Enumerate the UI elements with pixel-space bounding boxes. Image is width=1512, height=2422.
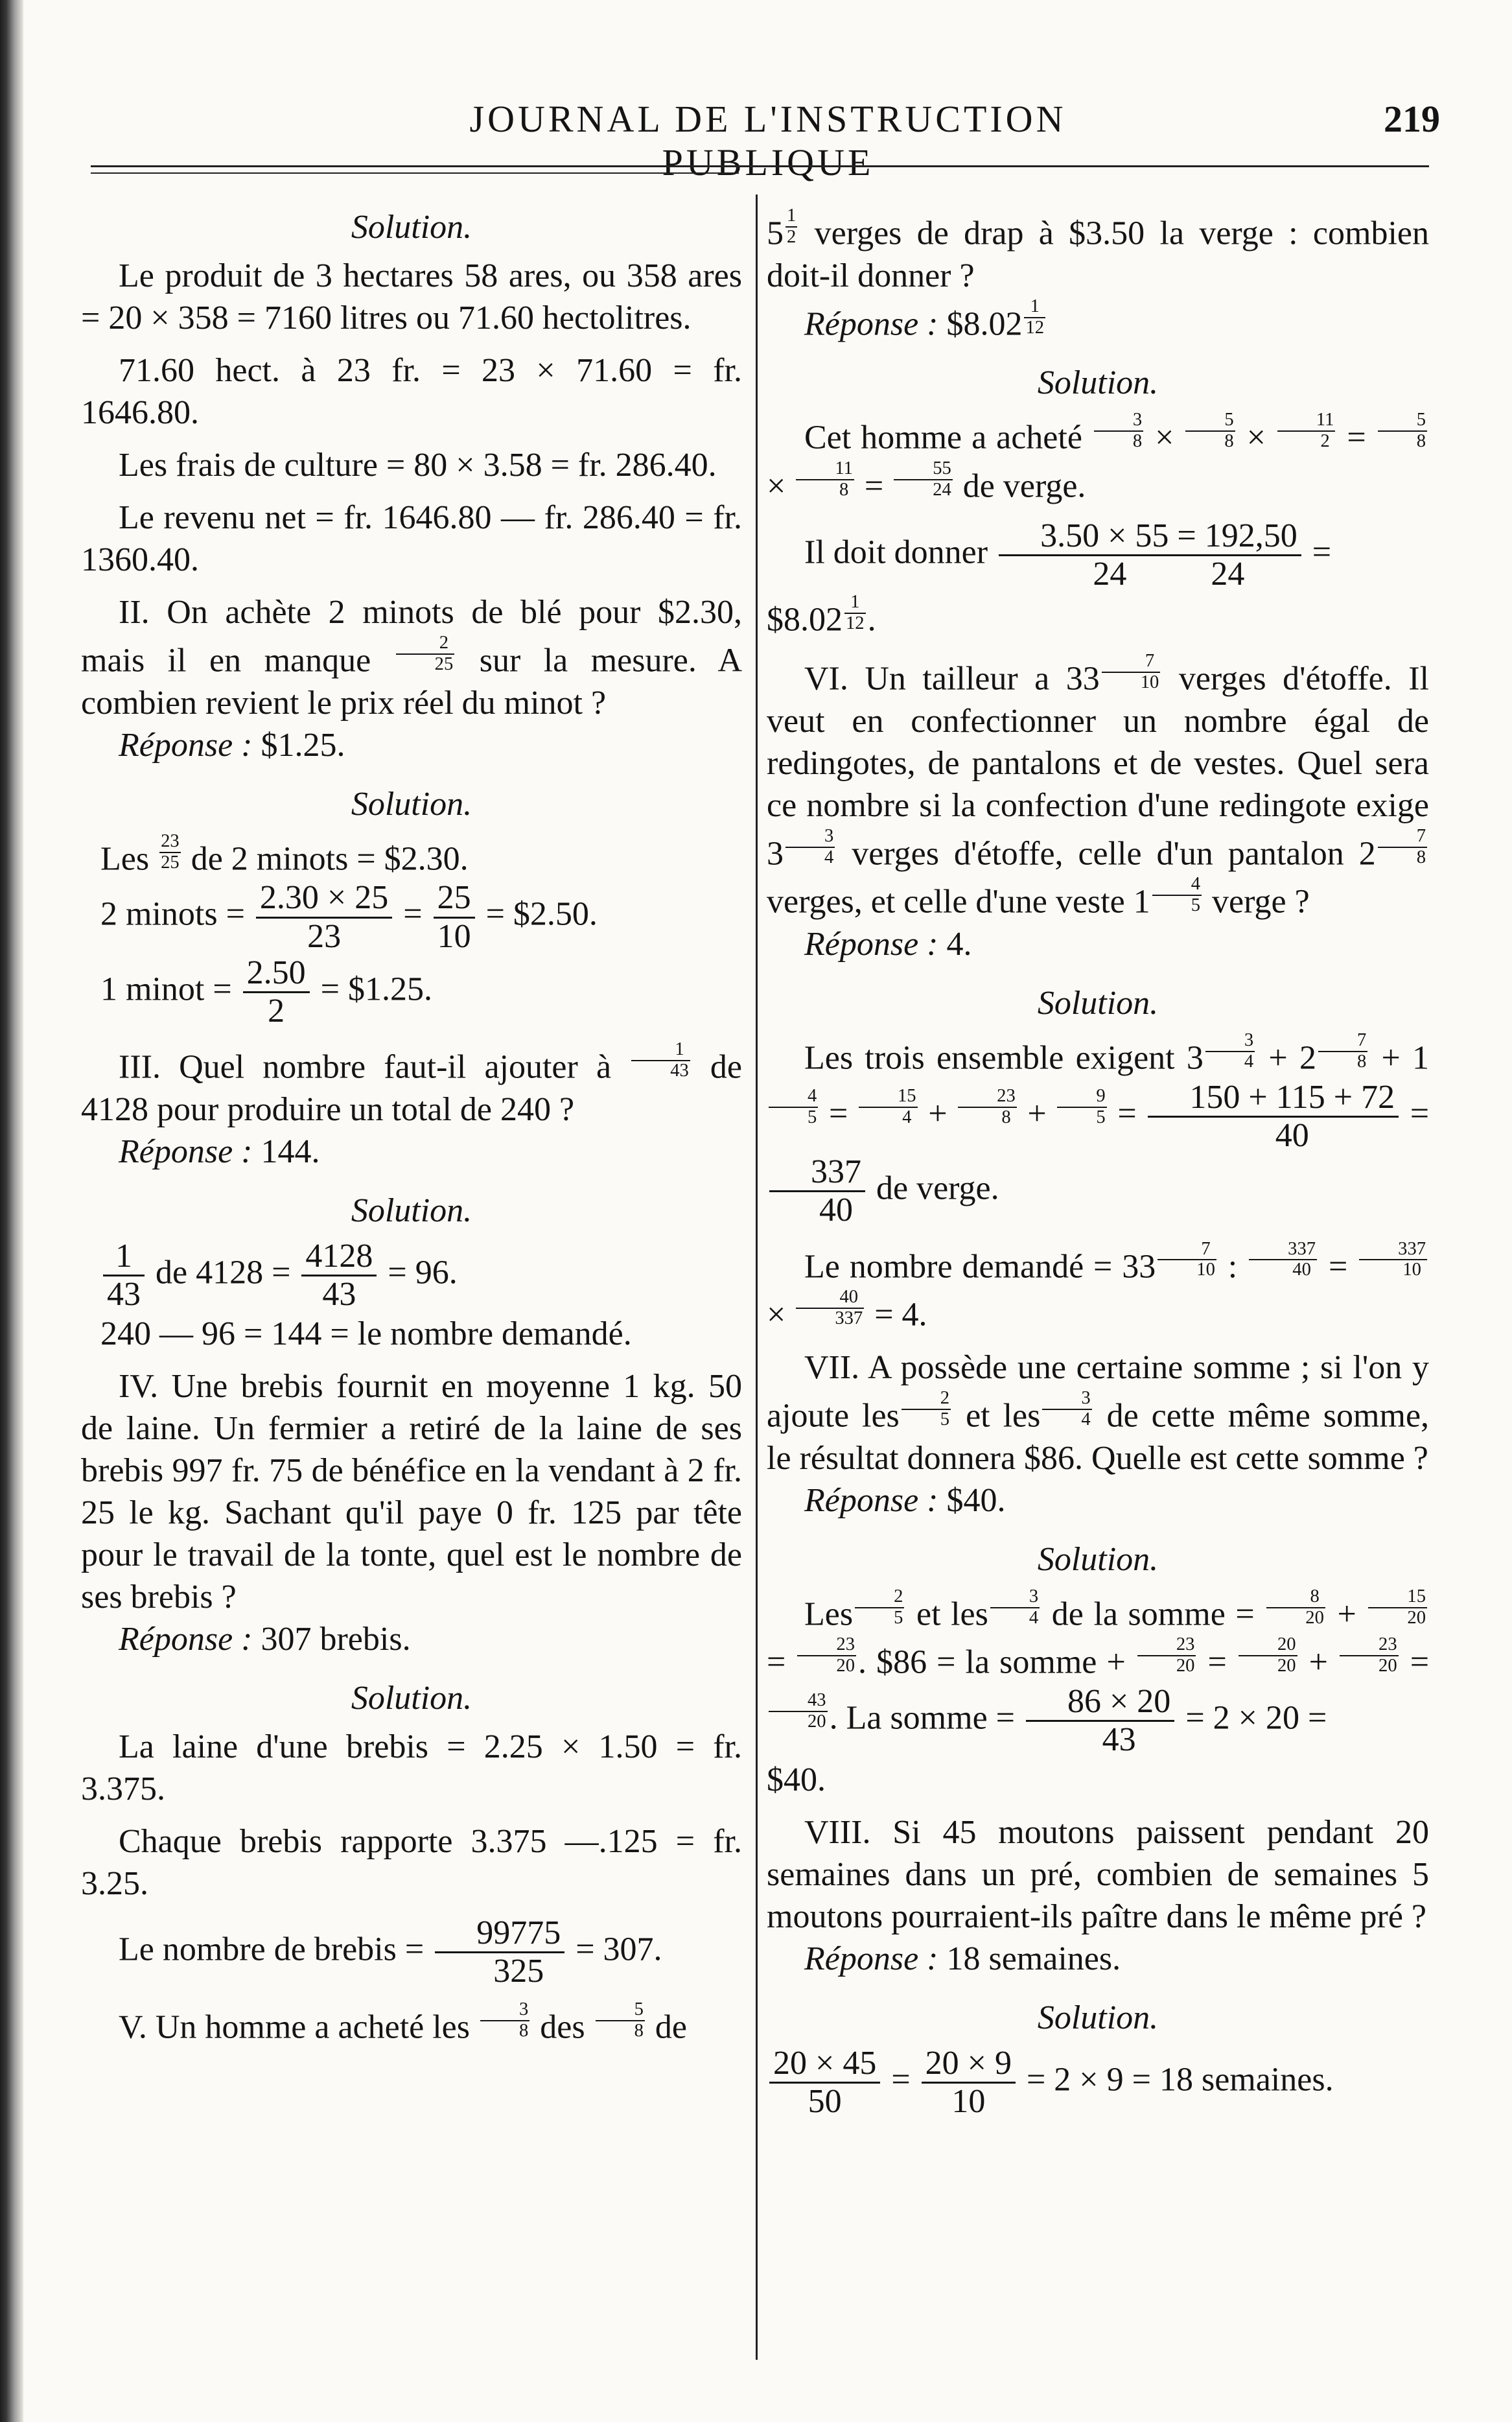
page-number: 219 bbox=[1384, 98, 1440, 140]
equation: Les trois ensemble exigent 3 $\frac{3}{4}$ + 2 $\frac{7}{8}$ + 1 $\frac{4}{5}$ = $\frac{15}{4}$ + $\frac{23}{8}$ + $\frac{9}{5}$ = $\frac{150 + 115 + 72}{40}$ = $\frac{337}{40}$ de verge. bbox=[767, 1031, 1429, 1229]
fraction: $\frac{23}{20}$ bbox=[1137, 1635, 1196, 1676]
fraction: $\frac{5}{8}$ bbox=[1185, 410, 1235, 452]
right-column bbox=[767, 206, 1429, 2120]
left-column bbox=[81, 206, 742, 2049]
fraction: $\frac{1}{12}$ bbox=[1025, 296, 1045, 338]
fraction: $\frac{337}{10}$ bbox=[1359, 1240, 1427, 1281]
header-rule bbox=[91, 165, 1429, 167]
answer: Réponse : $8.02 $\frac{1}{12}$ bbox=[804, 296, 1045, 343]
fraction: $\frac{2.30 \times 25}{23}$ bbox=[256, 880, 392, 954]
paragraph: 71.60 hect. à 23 fr. = 23 × 71.60 = fr. 1646.80. bbox=[81, 352, 742, 431]
fraction: $\frac{23}{20}$ bbox=[797, 1635, 856, 1676]
header-rule-double bbox=[91, 172, 739, 174]
answer: Réponse : 4. bbox=[804, 926, 972, 963]
fraction: $\frac{150 + 115 + 72}{40}$ bbox=[1148, 1079, 1399, 1154]
problem-5-continued: 5 $\frac{1}{2}$ verges de drap à $3.50 la verge : combien doit-il donner ? bbox=[767, 206, 1429, 294]
fraction: $\frac{99775}{325}$ bbox=[435, 1915, 564, 1990]
equation: Le nombre demandé = 33 $\frac{7}{10}$ : $\frac{337}{40}$ = $\frac{337}{10}$ × $\frac{40}{337}$ = 4. bbox=[767, 1238, 1426, 1334]
fraction: $\frac{25}{10}$ bbox=[434, 880, 475, 954]
fraction: $\frac{55}{24}$ bbox=[894, 459, 953, 500]
solution-heading: Solution. bbox=[351, 1192, 472, 1229]
problem-7: VII. A possède une certaine somme ; si l'on y ajoute les $\frac{2}{5}$ et les $\frac{3}{4}$ de cette même somme, le résultat donnera $86. Quelle est cette somme ? bbox=[767, 1349, 1430, 1477]
fraction: $\frac{7}{8}$ bbox=[1378, 827, 1427, 868]
fraction: $\frac{1}{12}$ bbox=[846, 592, 865, 634]
fraction: $\frac{2}{5}$ bbox=[855, 1587, 904, 1628]
problem-3: III. Quel nombre faut-il ajouter à $\frac{1}{43}$ de 4128 pour produire un total de 240 ? bbox=[81, 1039, 743, 1128]
equation: $\frac{20 \times 45}{50}$ = $\frac{20 \times 9}{10}$ = 2 × 9 = 18 semaines. bbox=[767, 2045, 1429, 2120]
fraction: $\frac{11}{8}$ bbox=[796, 459, 854, 500]
fraction: $\frac{20 \times 9}{10}$ bbox=[922, 2045, 1016, 2120]
fraction: $\frac{40}{337}$ bbox=[796, 1287, 864, 1329]
problem-2: II. On achète 2 minots de blé pour $2.30, mais il en manque $\frac{2}{25}$ sur la mesure. A combien revient le prix réel du minot ? bbox=[81, 594, 743, 722]
fraction: $\frac{3}{4}$ bbox=[990, 1587, 1040, 1628]
answer: Réponse : 144. bbox=[119, 1133, 320, 1170]
fraction: $\frac{337}{40}$ bbox=[769, 1154, 865, 1229]
fraction: $\frac{86 \times 20}{43}$ bbox=[1026, 1684, 1174, 1758]
equation: $40. bbox=[767, 1761, 826, 1798]
fraction: $\frac{7}{10}$ bbox=[1157, 1240, 1216, 1281]
fraction: $\frac{5}{8}$ bbox=[1378, 410, 1427, 452]
equation: 2 minots = $\frac{2.30 \times 25}{23}$ = $\frac{25}{10}$ = $2.50. bbox=[100, 879, 598, 955]
fraction: $\frac{15}{4}$ bbox=[859, 1087, 918, 1128]
fraction: $\frac{3}{8}$ bbox=[480, 2000, 529, 2041]
running-header: JOURNAL DE L'INSTRUCTION PUBLIQUE bbox=[469, 98, 1067, 183]
fraction: $\frac{43}{20}$ bbox=[769, 1691, 828, 1732]
fraction: $\frac{20 \times 45}{50}$ bbox=[769, 2045, 880, 2120]
paragraph: Les frais de culture = 80 × 3.58 = fr. 286.40. bbox=[119, 447, 717, 484]
equation: Cet homme a acheté $\frac{3}{8}$ × $\frac{5}{8}$ × $\frac{11}{2}$ = $\frac{5}{8}$ × $\frac{11}{8}$ = $\frac{55}{24}$ de verge. bbox=[767, 410, 1426, 505]
fraction: $\frac{1}{43}$ bbox=[631, 1040, 690, 1081]
fraction: $\frac{3.50 \times 55 = 192,50}{24 24}$ bbox=[999, 518, 1301, 593]
equation: $\frac{1}{43}$ de 4128 = $\frac{4128}{43}$ = 96. bbox=[81, 1238, 742, 1313]
equation: Les $\frac{2}{5}$ et les $\frac{3}{4}$ de la somme = $\frac{8}{20}$ + $\frac{15}{20}$ = $\frac{23}{20}$ . $86 = la somme + $\frac{23}{20}$ = $\frac{20}{20}$ + $\frac{23}{20}$ = $\frac{43}{20}$ . La somme = $\frac{86 \times 20}{43}$ = 2 × 20 = bbox=[767, 1586, 1430, 1759]
fraction: $\frac{4}{5}$ bbox=[1152, 875, 1202, 916]
fraction: $\frac{1}{2}$ bbox=[787, 206, 797, 247]
solution-heading: Solution. bbox=[351, 1680, 472, 1717]
solution-heading: Solution. bbox=[1037, 1540, 1159, 1578]
solution-heading: Solution. bbox=[1037, 985, 1159, 1022]
answer: Réponse : 18 semaines. bbox=[804, 1940, 1121, 1977]
fraction: $\frac{1}{43}$ bbox=[103, 1238, 145, 1313]
solution-heading: Solution. bbox=[351, 785, 472, 823]
fraction: $\frac{7}{8}$ bbox=[1318, 1031, 1367, 1072]
fraction: $\frac{23}{25}$ bbox=[161, 830, 180, 873]
fraction: $\frac{7}{10}$ bbox=[1102, 652, 1161, 693]
fraction: $\frac{3}{4}$ bbox=[1205, 1031, 1255, 1072]
solution-heading: Solution. bbox=[1037, 1999, 1159, 2036]
problem-4: IV. Une brebis fournit en moyenne 1 kg. 50 de laine. Un fermier a retiré de la laine de ses brebis 997 fr. 75 de bénéfice en la vendant à 2 fr. 25 le kg. Sachant qu'il paye 0 fr. 125 par tête pour le travail de la tonte, quel est le nombre de ses brebis ? bbox=[81, 1368, 742, 1616]
paragraph: La laine d'une brebis = 2.25 × 1.50 = fr. 3.375. bbox=[81, 1728, 742, 1808]
paragraph: Le revenu net = fr. 1646.80 — fr. 286.40 = fr. 1360.40. bbox=[81, 499, 742, 578]
fraction: $\frac{2.50}{2}$ bbox=[243, 955, 310, 1029]
fraction: $\frac{4128}{43}$ bbox=[301, 1238, 377, 1313]
column-divider bbox=[756, 194, 758, 2360]
fraction: $\frac{11}{2}$ bbox=[1277, 410, 1336, 452]
fraction: $\frac{5}{8}$ bbox=[596, 2000, 645, 2041]
equation: $8.02 $\frac{1}{12}$ . bbox=[767, 592, 876, 639]
fraction: $\frac{2}{25}$ bbox=[396, 633, 455, 675]
fraction: $\frac{15}{20}$ bbox=[1368, 1587, 1427, 1628]
equation: 240 — 96 = 144 = le nombre demandé. bbox=[100, 1315, 632, 1353]
equation: Le nombre de brebis = $\frac{99775}{325}$ = 307. bbox=[119, 1914, 662, 1990]
fraction: $\frac{2}{5}$ bbox=[901, 1389, 951, 1430]
paragraph: Le produit de 3 hectares 58 ares, ou 358 ares = 20 × 358 = 7160 litres ou 71.60 hectolitres. bbox=[81, 257, 742, 336]
equation: Les $\frac{23}{25}$ de 2 minots = $2.30. bbox=[100, 830, 469, 878]
problem-8: VIII. Si 45 moutons paissent pendant 20 semaines dans un pré, combien de semaines 5 moutons pourraient-ils paître dans le même pré ? bbox=[767, 1813, 1429, 1935]
fraction: $\frac{3}{4}$ bbox=[1042, 1389, 1091, 1430]
fraction: $\frac{23}{8}$ bbox=[958, 1087, 1017, 1128]
solution-heading: Solution. bbox=[351, 209, 472, 246]
paragraph: Chaque brebis rapporte 3.375 —.125 = fr. 3.25. bbox=[81, 1823, 742, 1903]
equation: 1 minot = $\frac{2.50}{2}$ = $1.25. bbox=[100, 954, 432, 1029]
fraction: $\frac{3}{8}$ bbox=[1094, 410, 1143, 452]
fraction: $\frac{23}{20}$ bbox=[1340, 1635, 1399, 1676]
fraction: $\frac{337}{40}$ bbox=[1249, 1240, 1317, 1281]
fraction: $\frac{8}{20}$ bbox=[1266, 1587, 1325, 1628]
answer: Réponse : $40. bbox=[804, 1481, 1006, 1519]
fraction: $\frac{4}{5}$ bbox=[769, 1087, 818, 1128]
fraction: $\frac{20}{20}$ bbox=[1239, 1635, 1297, 1676]
problem-6: VI. Un tailleur a 33 $\frac{7}{10}$ verges d'étoffe. Il veut en confectionner un nombre égal de redingotes, de pantalons et de vestes. Quel sera ce nombre si la confection d'une redingote exige 3 $\frac{3}{4}$ verges d'étoffe, celle d'un pantalon 2 $\frac{7}{8}$ verges, et celle d'une veste 1 $\frac{4}{5}$ verge ? bbox=[767, 650, 1429, 921]
fraction: $\frac{3}{4}$ bbox=[785, 827, 835, 868]
answer: Réponse : 307 brebis. bbox=[119, 1621, 411, 1658]
solution-heading: Solution. bbox=[1037, 364, 1159, 402]
fraction: $\frac{9}{5}$ bbox=[1057, 1087, 1106, 1128]
problem-5-start: V. Un homme a acheté les $\frac{3}{8}$ des $\frac{5}{8}$ de bbox=[119, 1999, 688, 2047]
book-binding-edge bbox=[0, 0, 23, 2422]
equation: Il doit donner $\frac{3.50 \times 55 = 192,50}{24 24}$ = bbox=[804, 517, 1332, 593]
answer: Réponse : $1.25. bbox=[119, 726, 345, 764]
